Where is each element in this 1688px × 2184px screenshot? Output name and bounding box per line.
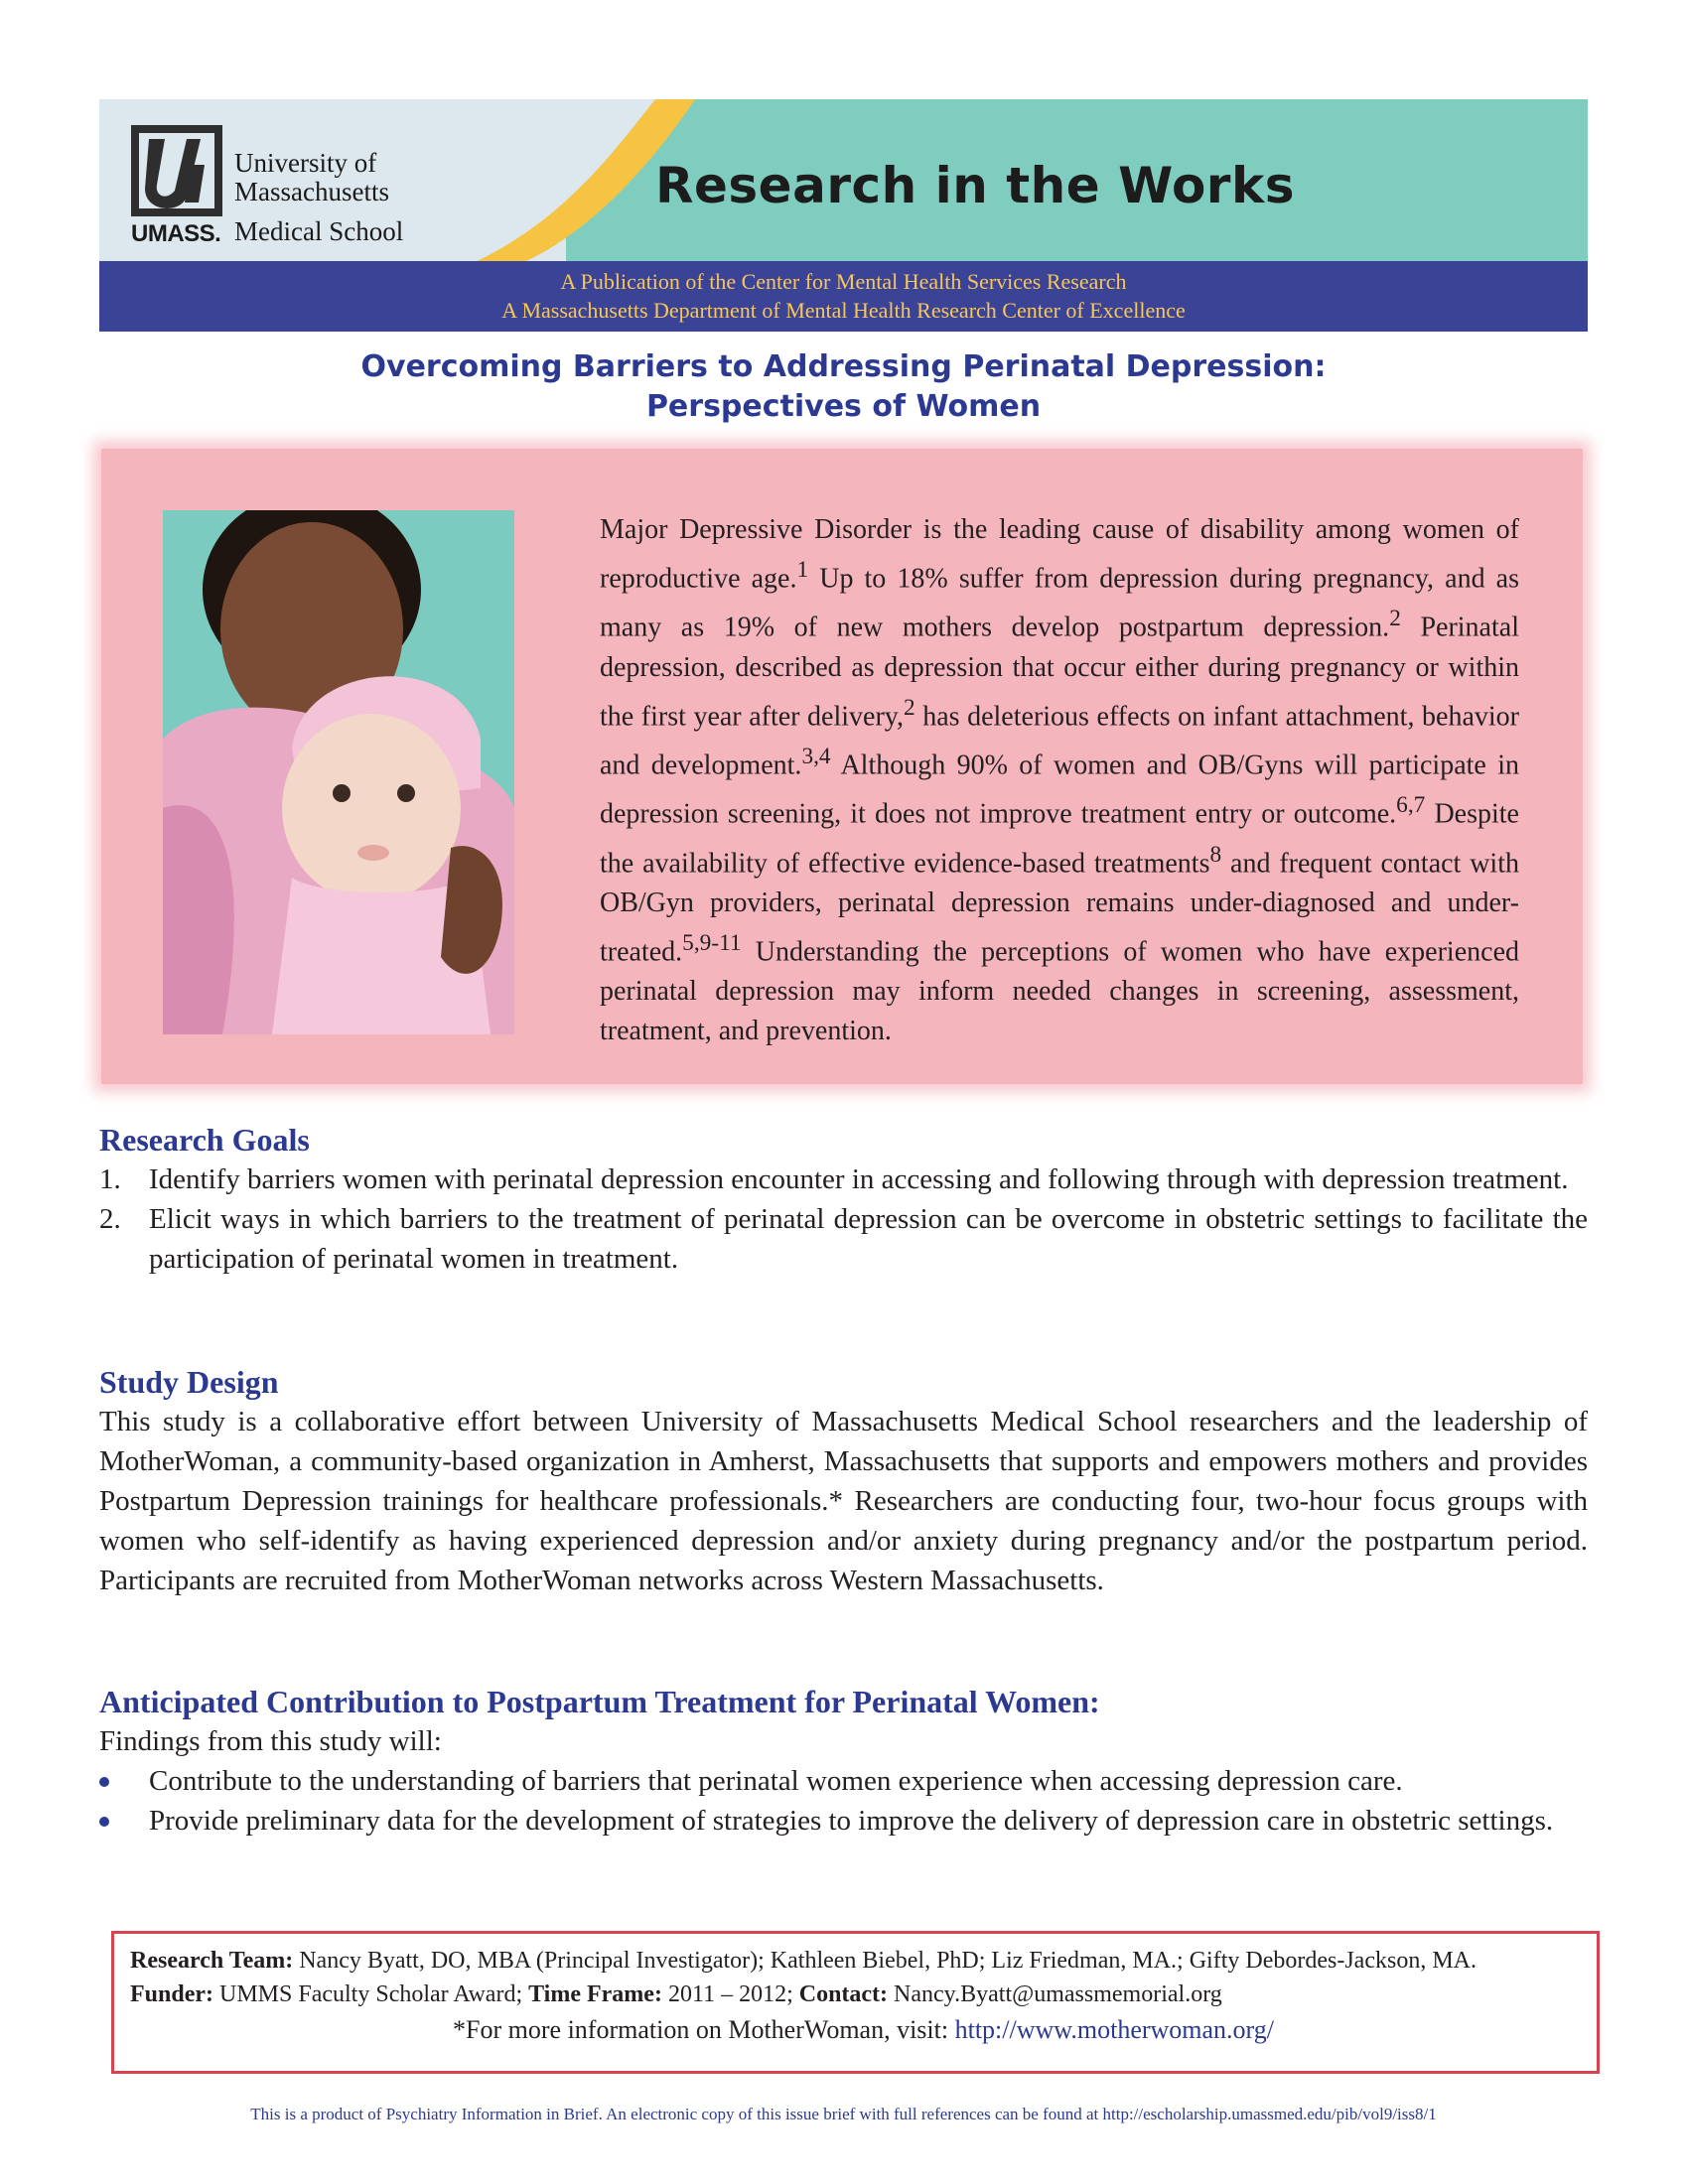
funder-line: Funder: UMMS Faculty Scholar Award; Time Frame: 2011 – 2012; Contact: Nancy.Byatt@umassmemorial.org bbox=[130, 1981, 1222, 2007]
bullet-icon bbox=[99, 1777, 109, 1787]
publication-title: Research in the Works bbox=[655, 157, 1295, 214]
list-item: 2. Elicit ways in which barriers to the treatment of perinatal depression can be overcome in obstetric settings to facilitate the participation of perinatal women in treatment. bbox=[99, 1203, 1588, 1275]
subtitle-line-1: A Publication of the Center for Mental Health Services Research bbox=[560, 269, 1127, 294]
contribution-section bbox=[99, 1682, 1588, 1841]
bullet-icon bbox=[99, 1817, 109, 1827]
article-title-line-1: Overcoming Barriers to Addressing Perinatal Depression: bbox=[360, 349, 1327, 384]
citation: 3,4 bbox=[801, 743, 831, 769]
research-goals-list bbox=[99, 1160, 1588, 1279]
logo-line-2: Massachusetts bbox=[234, 177, 389, 206]
study-design-section bbox=[99, 1362, 1588, 1600]
article-title bbox=[99, 347, 1588, 427]
citation: 6,7 bbox=[1396, 792, 1426, 819]
research-team-box bbox=[111, 1931, 1600, 2074]
list-item: Provide preliminary data for the development of strategies to improve the delivery of depression care in obstetric settings. bbox=[99, 1801, 1588, 1841]
research-goals-section bbox=[99, 1120, 1588, 1279]
umass-u-logo-icon bbox=[131, 125, 222, 216]
intro-box bbox=[101, 449, 1583, 1084]
research-goals-heading: Research Goals bbox=[99, 1122, 310, 1158]
contribution-list bbox=[99, 1761, 1588, 1841]
intro-paragraph: Major Depressive Disorder is the leading cause of disability among women of reproductive age.$^1$ Up to 18% suffer from depression during pregnancy, and as many as 19% of new mothers develop postpartum depression.$^2$ Perinatal depression, described as depression that occur either during pregnancy or within the first year after delivery,$^2$ has deleterious effects on infant attachment, behavior and development.$^{3,4}$ Although 90% of women and OB/Gyns will participate in depression screening, it does not improve treatment entry or outcome.$^{6,7}$ Despite the availability of effective evidence-based treatments$^8$ and frequent contact with OB/Gyn providers, perinatal depression remains under-diagnosed and under-treated.$^{5,9-11}$ Understanding the perceptions of women who have experienced perinatal depression may inform needed changes in screening, assessment, treatment, and prevention. bbox=[600, 514, 1519, 1047]
footer-note: This is a product of Psychiatry Information in Brief. An electronic copy of this issue brief with full references can be found at http://escholarship.umassmed.edu/pib/vol9/iss8/1 bbox=[250, 2105, 1437, 2123]
study-design-paragraph: This study is a collaborative effort between University of Massachusetts Medical School researchers and the leadership of MotherWoman, a community-based organization in Amherst, Massachusetts that supports and empowers mothers and provides Postpartum Depression trainings for healthcare professionals.* Researchers are conducting four, two-hour focus groups with women who self-identify as having experienced depression and/or anxiety during pregnancy and/or the postpartum period. Participants are recruited from MotherWoman networks across Western Massachusetts. bbox=[99, 1406, 1588, 1596]
study-design-heading: Study Design bbox=[99, 1364, 279, 1400]
citation: 2 bbox=[1389, 606, 1401, 632]
header-subtitle-bar bbox=[99, 261, 1588, 332]
logo-line-3: Medical School bbox=[234, 216, 404, 246]
contribution-intro: Findings from this study will: bbox=[99, 1725, 442, 1757]
list-item: Contribute to the understanding of barriers that perinatal women experience when accessing depression care. bbox=[99, 1761, 1588, 1801]
motherwoman-link[interactable]: http://www.motherwoman.org/ bbox=[954, 2015, 1274, 2044]
umass-logo bbox=[131, 125, 538, 247]
citation: 2 bbox=[903, 694, 915, 721]
publication-header bbox=[99, 99, 1588, 332]
photo-illustration bbox=[163, 510, 514, 1034]
citation: 1 bbox=[796, 557, 809, 583]
logo-line-1: University of bbox=[234, 148, 377, 178]
team-line: Research Team: Nancy Byatt, DO, MBA (Principal Investigator); Kathleen Biebel, PhD; Liz Friedman, MA.; Gifty Debordes-Jackson, MA. bbox=[130, 1948, 1477, 1974]
contact-email: Nancy.Byatt@umassmemorial.org bbox=[888, 1981, 1222, 2007]
mother-and-baby-photo bbox=[163, 510, 514, 1034]
citation: 8 bbox=[1209, 841, 1222, 868]
more-info-line: *For more information on MotherWoman, visit: http://www.motherwoman.org/ bbox=[453, 2015, 1274, 2044]
header-banner bbox=[99, 99, 1588, 261]
subtitle-line-2: A Massachusetts Department of Mental Health Research Center of Excellence bbox=[501, 298, 1186, 323]
citation: 5,9-11 bbox=[682, 929, 742, 956]
contribution-heading: Anticipated Contribution to Postpartum Treatment for Perinatal Women: bbox=[99, 1684, 1100, 1719]
list-item: 1. Identify barriers women with perinatal depression encounter in accessing and following through with depression treatment. bbox=[99, 1163, 1569, 1195]
logo-umass-word: UMASS. bbox=[131, 220, 221, 247]
article-title-line-2: Perspectives of Women bbox=[645, 389, 1042, 424]
